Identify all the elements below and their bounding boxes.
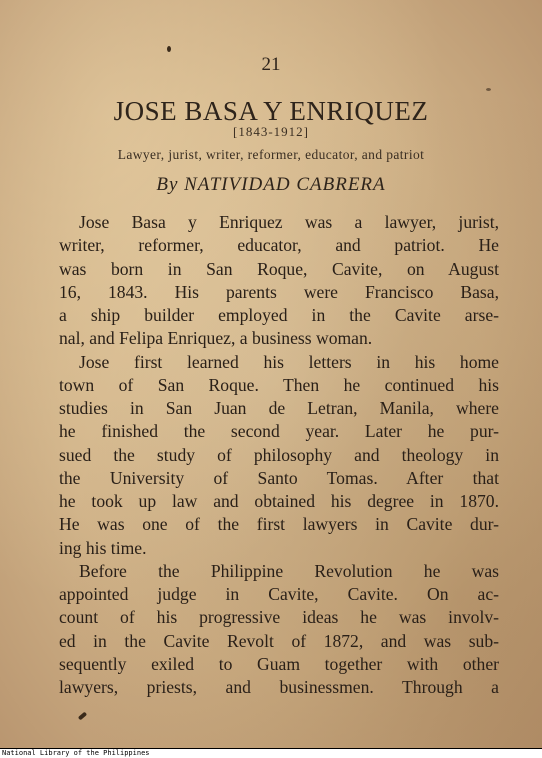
text-line: Jose first learned his letters in his home [79,351,499,372]
text-line: the University of Santo Tomas. After that [59,467,499,488]
text-line: he took up law and obtained his degree in 1870. [59,491,499,511]
text-line: appointed judge in Cavite, Cavite. On ac- [59,584,499,604]
text-line: count of his progressive ideas he was involv- [59,607,499,628]
text-line: sequently exiled to Guam together with other [59,653,499,674]
text-line: 16, 1843. His parents were Francisco Basa, [59,281,499,302]
biography-text [59,211,499,699]
text-line: Before the Philippine Revolution he was [79,560,499,581]
text-line: ing his time. [59,537,147,558]
library-credit: National Library of the Philippines [0,748,542,758]
life-dates: [1843-1912] [233,124,309,139]
ink-speck [167,46,171,52]
text-line: He was one of the first lawyers in Cavite dur- [59,514,499,535]
text-line: nal, and Felipa Enriquez, a business woman. [59,328,373,349]
subtitle: Lawyer, jurist, writer, reformer, educator, and patriot [117,147,425,162]
author-byline: By NATIVIDAD CABRERA [156,174,386,195]
text-line: sued the study of philosophy and theology in [59,444,499,465]
text-line: ed in the Cavite Revolt of 1872, and was sub- [59,630,499,651]
page-title: JOSE BASA Y ENRIQUEZ [113,96,429,126]
text-line: town of San Roque. Then he continued his [59,374,499,395]
text-line: was born in San Roque, Cavite, on August [59,258,499,279]
page-number: 21 [261,54,281,75]
text-line: a ship builder employed in the Cavite arse- [59,305,499,325]
ink-speck [486,88,491,91]
text-line: he finished the second year. Later he pur- [59,421,499,442]
ink-speck [78,712,87,721]
text-line: lawyers, priests, and businessmen. Through a [59,677,499,697]
text-line: writer, reformer, educator, and patriot. He [59,235,499,256]
text-line: studies in San Juan de Letran, Manila, where [59,398,499,418]
text-line: Jose Basa y Enriquez was a lawyer, jurist, [79,212,499,232]
